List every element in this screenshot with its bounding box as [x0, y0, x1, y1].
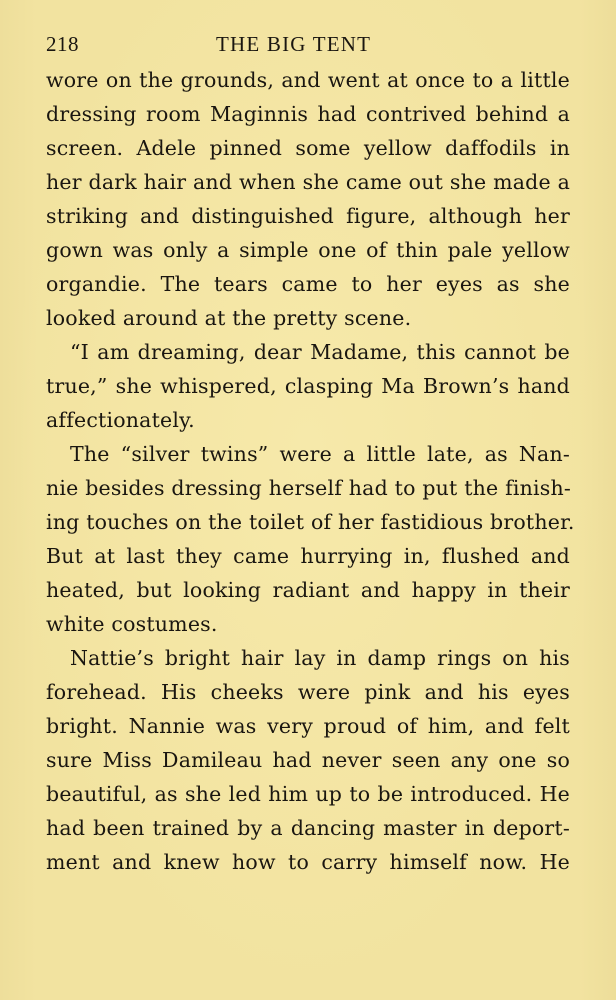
text-line: organdie. The tears came to her eyes as she — [46, 272, 570, 296]
text-line: heated, but looking radiant and happy in their — [46, 578, 570, 602]
text-line: beautiful, as she led him up to be introduced. He — [46, 782, 570, 806]
text-line: white costumes. — [46, 612, 218, 636]
text-line: had been trained by a dancing master in deport- — [46, 816, 570, 840]
book-title: THE BIG TENT — [216, 32, 372, 56]
text-line: screen. Adele pinned some yellow daffodils in — [46, 136, 570, 160]
text-line: wore on the grounds, and went at once to a little — [46, 68, 570, 92]
text-line: dressing room Maginnis had contrived behind a — [46, 102, 570, 126]
text-line: “I am dreaming, dear Madame, this cannot be — [70, 340, 570, 364]
text-line: The “silver twins” were a little late, as Nan- — [70, 442, 570, 466]
text-line: bright. Nannie was very proud of him, and felt — [46, 714, 570, 738]
running-head — [46, 30, 570, 60]
text-line: sure Miss Damileau had never seen any one so — [46, 748, 570, 772]
text-line: looked around at the pretty scene. — [46, 306, 412, 330]
text-line: affectionately. — [46, 408, 195, 432]
text-line: forehead. His cheeks were pink and his eyes — [46, 680, 570, 704]
text-line: her dark hair and when she came out she made a — [46, 170, 570, 194]
text-line: gown was only a simple one of thin pale yellow — [46, 238, 570, 262]
text-line: striking and distinguished figure, although her — [46, 204, 570, 228]
text-line: true,” she whispered, clasping Ma Brown’s hand — [46, 374, 570, 398]
text-line: ing touches on the toilet of her fastidious brother. — [46, 510, 575, 534]
text-line: ment and knew how to carry himself now. He — [46, 850, 570, 874]
body-text — [46, 63, 575, 879]
text-line: But at last they came hurrying in, flushed and — [46, 544, 570, 568]
text-line: nie besides dressing herself had to put the finish- — [46, 476, 572, 500]
text-line: Nattie’s bright hair lay in damp rings on his — [70, 646, 570, 670]
page-number: 218 — [46, 32, 79, 56]
